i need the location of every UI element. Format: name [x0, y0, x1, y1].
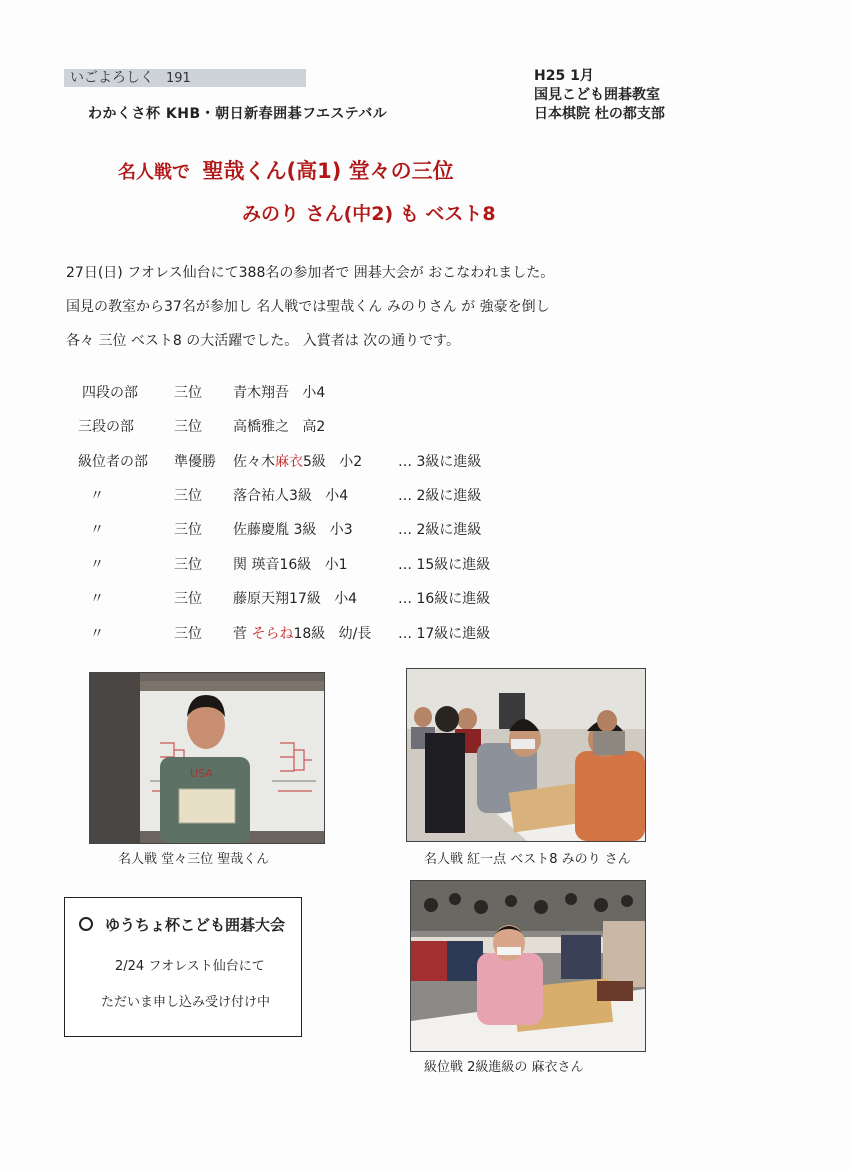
- result-player: [233, 382, 325, 402]
- result-division: 級位者の部: [78, 454, 148, 470]
- result-player: [233, 485, 348, 505]
- result-player: [233, 623, 371, 643]
- photo-seiya-image: [90, 673, 324, 843]
- circle-icon: [79, 917, 93, 931]
- result-grade: 小3: [329, 522, 353, 538]
- result-division: 〃: [90, 626, 104, 642]
- photo-minori: [406, 668, 646, 842]
- headline-1: [118, 155, 454, 185]
- headline-1-prefix: 名人戦で: [118, 162, 190, 183]
- photo-minori-image: [407, 669, 645, 841]
- result-grade: 小1: [324, 557, 348, 573]
- result-place: 準優勝: [174, 454, 216, 470]
- result-player: [233, 451, 362, 471]
- paragraph-1: 27日(日) フオレス仙台にて388名の参加者で 囲碁大会が おこなわれました。: [66, 265, 555, 281]
- shirt-print: USA: [190, 767, 213, 780]
- result-place: 三位: [174, 626, 202, 642]
- headline-2: みのり さん(中2) も ベスト8: [242, 203, 496, 225]
- result-division: 〃: [90, 557, 104, 573]
- result-division: 〃: [90, 591, 104, 607]
- series-name: いごよろしく: [70, 70, 154, 86]
- photo-mai: [410, 880, 646, 1052]
- result-row: [0, 416, 850, 436]
- result-player: [233, 416, 325, 436]
- result-grade: 小4: [334, 591, 358, 607]
- photo-mai-image: [411, 881, 645, 1051]
- result-division: 四段の部: [82, 385, 138, 401]
- photo-2-caption: 名人戦 紅一点 ベスト8 みのり さん: [424, 852, 631, 867]
- result-player: [233, 588, 357, 608]
- paragraph-2: 国見の教室から37名が参加し 名人戦では聖哉くん みのりさん が 強豪を倒し: [66, 299, 550, 315]
- result-grade: 小4: [325, 488, 349, 504]
- result-row: [0, 451, 850, 471]
- result-promotion: … 15級に進級: [398, 557, 491, 573]
- result-player: [233, 554, 348, 574]
- result-grade: 小2: [339, 454, 363, 470]
- headline-1-main: 聖哉くん(高1) 堂々の三位: [202, 159, 454, 183]
- notice-registration: ただいま申し込み受け付け中: [101, 995, 271, 1010]
- result-grade: 小4: [302, 385, 326, 401]
- photo-3-caption: 級位戦 2級進級の 麻衣さん: [424, 1060, 584, 1075]
- paragraph-3: 各々 三位 ベスト8 の大活躍でした。 入賞者は 次の通りです。: [66, 333, 461, 349]
- notice-title-text: ゆうちょ杯こども囲碁大会: [105, 916, 286, 934]
- result-player: [233, 519, 353, 539]
- result-name-a: 藤原天翔17級: [233, 591, 321, 607]
- event-name: わかくさ杯 KHB・朝日新春囲碁フエステバル: [88, 106, 388, 122]
- result-place: 三位: [174, 419, 202, 435]
- issue-number: 191: [166, 71, 191, 86]
- result-name-b: 18級: [293, 626, 326, 642]
- result-name-a: 関 瑛音16級: [233, 557, 312, 573]
- result-name-a: 佐藤慶胤 3級: [233, 522, 317, 538]
- result-division: 三段の部: [78, 419, 134, 435]
- result-name-a: 高橋雅之: [233, 419, 289, 435]
- tournament-notice: [64, 897, 302, 1037]
- result-name-b: 5級: [303, 454, 326, 470]
- result-name-a: 菅: [233, 626, 252, 642]
- result-name-a: 青木翔吾: [233, 385, 289, 401]
- result-promotion: … 17級に進級: [398, 626, 491, 642]
- result-name-a: 佐々木: [233, 454, 275, 470]
- notice-title: [79, 914, 285, 935]
- organization-branch: 日本棋院 杜の都支部: [534, 106, 665, 122]
- result-row: [0, 519, 850, 539]
- result-division: 〃: [90, 522, 104, 538]
- organization-name: 国見こども囲碁教室: [534, 87, 660, 103]
- issue-date: H25 1月: [534, 68, 594, 84]
- result-place: 三位: [174, 488, 202, 504]
- photo-seiya: [89, 672, 325, 844]
- result-grade: 幼/長: [338, 626, 372, 642]
- result-division: 〃: [90, 488, 104, 504]
- result-promotion: … 16級に進級: [398, 591, 491, 607]
- result-row: [0, 554, 850, 574]
- result-promotion: … 2級に進級: [398, 522, 482, 538]
- result-row: [0, 588, 850, 608]
- result-promotion: … 2級に進級: [398, 488, 482, 504]
- photo-1-caption: 名人戦 堂々三位 聖哉くん: [118, 852, 270, 867]
- result-name-a: 落合祐人3級: [233, 488, 312, 504]
- notice-date-venue: 2/24 フオレスト仙台にて: [115, 959, 265, 974]
- result-place: 三位: [174, 557, 202, 573]
- series-tag: [64, 69, 306, 87]
- result-name-red: 麻衣: [275, 454, 303, 470]
- result-row: [0, 382, 850, 402]
- result-grade: 高2: [302, 419, 326, 435]
- result-row: [0, 485, 850, 505]
- result-place: 三位: [174, 522, 202, 538]
- result-name-red: そらね: [251, 626, 294, 642]
- result-promotion: … 3級に進級: [398, 454, 482, 470]
- result-row: [0, 623, 850, 643]
- result-place: 三位: [174, 385, 202, 401]
- header-info: [534, 67, 665, 124]
- result-place: 三位: [174, 591, 202, 607]
